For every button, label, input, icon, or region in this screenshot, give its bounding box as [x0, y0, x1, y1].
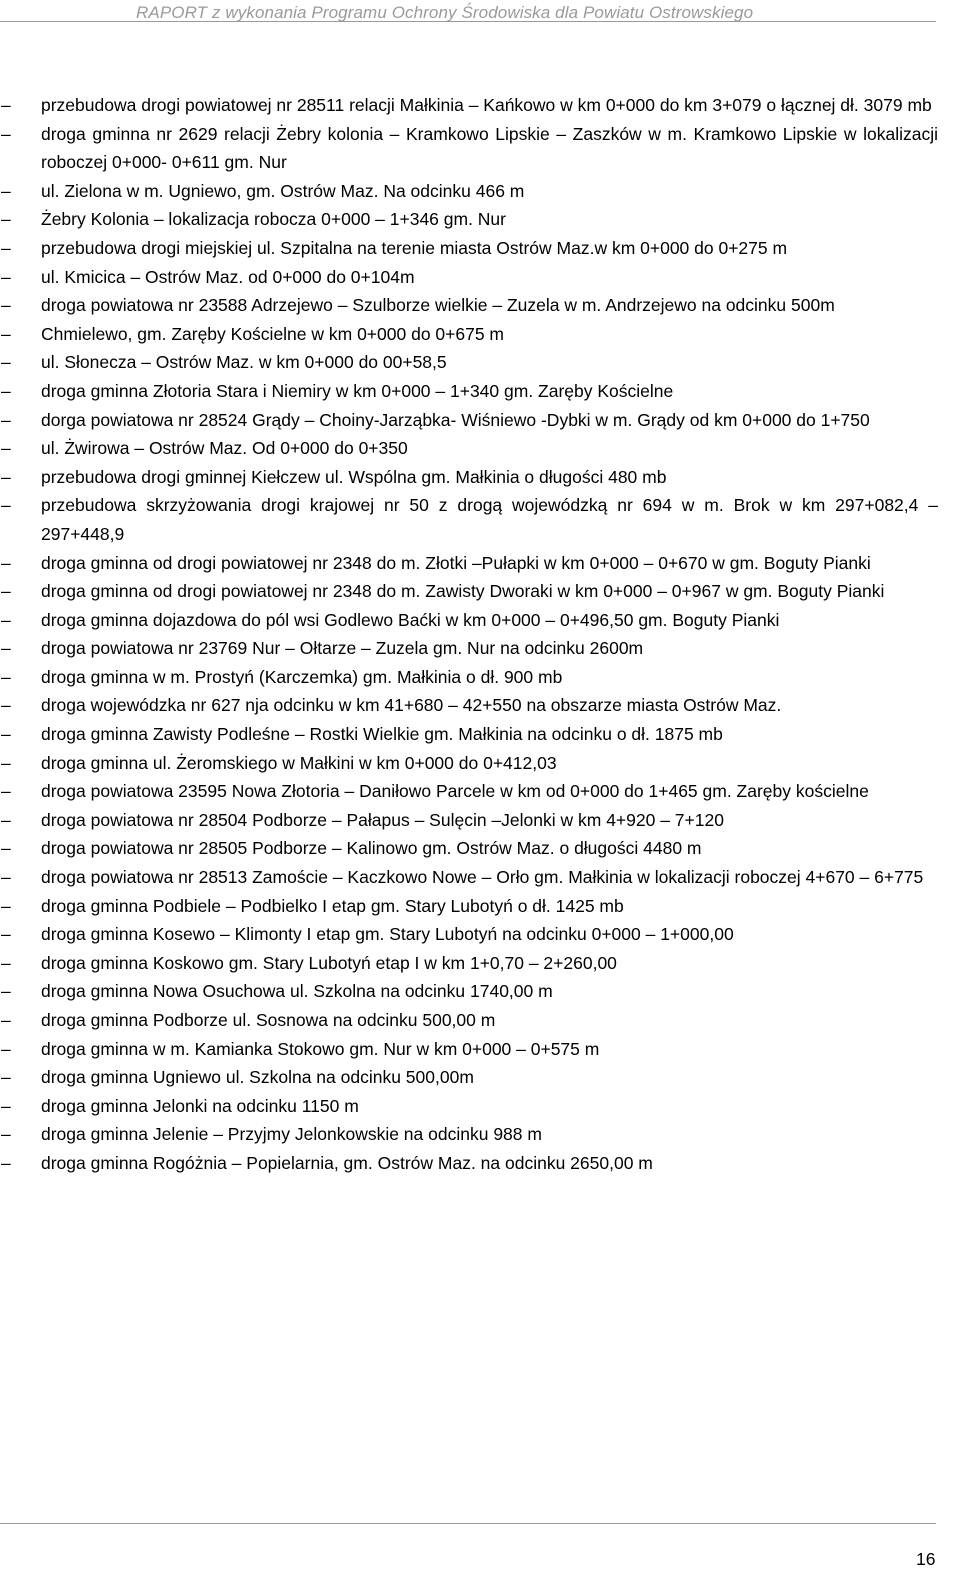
header-divider — [0, 21, 936, 22]
list-bullet: – — [1, 495, 11, 516]
list-item-text: droga powiatowa nr 23588 Adrzejewo – Szulborze wielkie – Zuzela w m. Andrzejewo na odcinku 500m — [41, 295, 835, 316]
list-item — [0, 606, 938, 635]
list-item-text: Żebry Kolonia – lokalizacja robocza 0+000 – 1+346 gm. Nur — [41, 209, 506, 230]
list-bullet: – — [1, 552, 11, 573]
list-item — [0, 691, 938, 720]
list-item — [0, 1149, 938, 1178]
list-item-text: ul. Żwirowa – Ostrów Maz. Od 0+000 do 0+350 — [41, 438, 408, 459]
list-bullet: – — [1, 581, 11, 602]
list-item — [0, 1063, 938, 1092]
list-item — [0, 777, 938, 806]
list-item-text: droga powiatowa 23595 Nowa Złotoria – Daniłowo Parcele w km od 0+000 do 1+465 gm. Zaręby kościelne — [41, 781, 869, 802]
list-item-text: przebudowa skrzyżowania drogi krajowej nr 50 z drogą wojewódzką nr 694 w m. Brok w km 297+082,4 – 297+448,9 — [41, 495, 938, 544]
list-item-text: droga gminna Złotoria Stara i Niemiry w km 0+000 – 1+340 gm. Zaręby Kościelne — [41, 380, 674, 401]
list-bullet: – — [1, 638, 11, 659]
list-bullet: – — [1, 209, 11, 230]
list-item — [0, 377, 938, 406]
list-bullet: – — [1, 924, 11, 945]
list-bullet: – — [1, 237, 11, 258]
list-bullet: – — [1, 466, 11, 487]
list-item-text: droga powiatowa nr 23769 Nur – Ołtarze – Zuzela gm. Nur na odcinku 2600m — [41, 638, 644, 659]
list-item-text: ul. Kmicica – Ostrów Maz. od 0+000 do 0+104m — [41, 266, 415, 287]
list-item — [0, 120, 938, 177]
list-bullet: – — [1, 752, 11, 773]
list-bullet: – — [1, 867, 11, 888]
list-item-text: droga gminna Zawisty Podleśne – Rostki Wielkie gm. Małkinia na odcinku o dł. 1875 mb — [41, 724, 723, 745]
list-item — [0, 834, 938, 863]
list-bullet: – — [1, 266, 11, 287]
list-item — [0, 1120, 938, 1149]
list-item — [0, 749, 938, 778]
list-item — [0, 348, 938, 377]
list-item-text: ul. Słonecza – Ostrów Maz. w km 0+000 do 00+58,5 — [41, 352, 447, 373]
road-investment-list — [0, 91, 938, 1178]
list-bullet: – — [1, 695, 11, 716]
list-item-text: ul. Zielona w m. Ugniewo, gm. Ostrów Maz. Na odcinku 466 m — [41, 180, 525, 201]
list-item — [0, 1006, 938, 1035]
list-bullet: – — [1, 838, 11, 859]
list-bullet: – — [1, 438, 11, 459]
list-bullet: – — [1, 1152, 11, 1173]
list-bullet: – — [1, 781, 11, 802]
list-item-text: droga gminna dojazdowa do pól wsi Godlewo Baćki w km 0+000 – 0+496,50 gm. Boguty Pianki — [41, 609, 780, 630]
list-bullet: – — [1, 809, 11, 830]
list-item-text: droga gminna ul. Żeromskiego w Małkini w km 0+000 do 0+412,03 — [41, 752, 557, 773]
list-item-text: droga gminna Koskowo gm. Stary Lubotyń etap I w km 1+0,70 – 2+260,00 — [41, 952, 617, 973]
list-bullet: – — [1, 981, 11, 1002]
list-item — [0, 491, 938, 548]
list-item — [0, 1035, 938, 1064]
list-item-text: droga gminna Jelenie – Przyjmy Jelonkowskie na odcinku 988 m — [41, 1124, 542, 1145]
list-item — [0, 177, 938, 206]
list-bullet: – — [1, 609, 11, 630]
list-item — [0, 920, 938, 949]
list-item — [0, 806, 938, 835]
list-bullet: – — [1, 1124, 11, 1145]
page-number: 16 — [916, 1549, 936, 1569]
list-item — [0, 320, 938, 349]
list-item-text: droga gminna Nowa Osuchowa ul. Szkolna na odcinku 1740,00 m — [41, 981, 553, 1002]
list-bullet: – — [1, 123, 11, 144]
list-item — [0, 205, 938, 234]
list-item — [0, 549, 938, 578]
list-item — [0, 463, 938, 492]
list-bullet: – — [1, 409, 11, 430]
list-bullet: – — [1, 323, 11, 344]
list-item-text: droga gminna Ugniewo ul. Szkolna na odcinku 500,00m — [41, 1067, 474, 1088]
list-item-text: droga gminna w m. Kamianka Stokowo gm. Nur w km 0+000 – 0+575 m — [41, 1038, 600, 1059]
list-bullet: – — [1, 1095, 11, 1116]
list-item — [0, 234, 938, 263]
list-item-text: droga gminna od drogi powiatowej nr 2348 do m. Zawisty Dworaki w km 0+000 – 0+967 w gm. Boguty Pianki — [41, 581, 885, 602]
list-item — [0, 1092, 938, 1121]
list-item — [0, 634, 938, 663]
list-item-text: droga gminna Rogóżnia – Popielarnia, gm. Ostrów Maz. na odcinku 2650,00 m — [41, 1152, 653, 1173]
list-bullet: – — [1, 180, 11, 201]
list-item — [0, 720, 938, 749]
list-bullet: – — [1, 95, 11, 115]
list-item-text: przebudowa drogi miejskiej ul. Szpitalna na terenie miasta Ostrów Maz.w km 0+000 do 0+275 m — [41, 237, 788, 258]
list-item-text: droga gminna nr 2629 relacji Żebry kolonia – Kramkowo Lipskie – Zaszków w m. Kramkowo Lipskie w lokalizacji roboczej 0+000- 0+611 gm. Nur — [41, 123, 938, 173]
list-item-text: droga powiatowa nr 28513 Zamoście – Kaczkowo Nowe – Orło gm. Małkinia w lokalizacji roboczej 4+670 – 6+775 — [41, 867, 924, 888]
list-item-text: droga gminna Kosewo – Klimonty I etap gm. Stary Lubotyń na odcinku 0+000 – 1+000,00 — [41, 924, 734, 945]
list-bullet: – — [1, 1010, 11, 1030]
list-bullet: – — [1, 380, 11, 401]
list-item-text: Chmielewo, gm. Zaręby Kościelne w km 0+000 do 0+675 m — [41, 323, 505, 344]
footer-divider — [0, 1523, 936, 1524]
list-item-text: droga powiatowa nr 28504 Podborze – Pałapus – Sulęcin –Jelonki w km 4+920 – 7+120 — [41, 809, 724, 830]
list-bullet: – — [1, 666, 11, 687]
list-item-text: droga powiatowa nr 28505 Podborze – Kalinowo gm. Ostrów Maz. o długości 4480 m — [41, 838, 702, 859]
list-item — [0, 406, 938, 435]
list-item-text: przebudowa drogi powiatowej nr 28511 relacji Małkinia – Kańkowo w km 0+000 do km 3+079 o łącznej dł. 3079 mb — [41, 95, 932, 115]
list-bullet: – — [1, 724, 11, 745]
list-bullet: – — [1, 295, 11, 316]
list-item — [0, 291, 938, 320]
list-item-text: dorga powiatowa nr 28524 Grądy – Choiny-Jarząbka- Wiśniewo -Dybki w m. Grądy od km 0+000 do 1+750 — [41, 409, 870, 430]
list-bullet: – — [1, 952, 11, 973]
list-item-text: droga gminna Podbiele – Podbielko I etap gm. Stary Lubotyń o dł. 1425 mb — [41, 895, 624, 916]
list-item — [0, 434, 938, 463]
list-bullet: – — [1, 352, 11, 373]
list-item — [0, 663, 938, 692]
list-bullet: – — [1, 1067, 11, 1088]
list-item — [0, 577, 938, 606]
list-item — [0, 863, 938, 892]
list-item — [0, 949, 938, 978]
list-bullet: – — [1, 1038, 11, 1059]
page-header-title: RAPORT z wykonania Programu Ochrony Środowiska dla Powiatu Ostrowskiego — [136, 3, 754, 22]
list-bullet: – — [1, 895, 11, 916]
list-item-text: droga gminna od drogi powiatowej nr 2348 do m. Złotki –Pułapki w km 0+000 – 0+670 w gm. Boguty Pianki — [41, 552, 871, 573]
list-item — [0, 263, 938, 292]
list-item-text: droga gminna Jelonki na odcinku 1150 m — [41, 1095, 359, 1116]
list-item-text: droga gminna Podborze ul. Sosnowa na odcinku 500,00 m — [41, 1010, 496, 1030]
list-item — [0, 892, 938, 921]
list-item — [0, 91, 938, 120]
list-item — [0, 977, 938, 1006]
list-item-text: droga wojewódzka nr 627 nja odcinku w km 41+680 – 42+550 na obszarze miasta Ostrów Maz. — [41, 695, 782, 716]
list-item-text: droga gminna w m. Prostyń (Karczemka) gm. Małkinia o dł. 900 mb — [41, 666, 563, 687]
list-item-text: przebudowa drogi gminnej Kiełczew ul. Wspólna gm. Małkinia o długości 480 mb — [41, 466, 667, 487]
